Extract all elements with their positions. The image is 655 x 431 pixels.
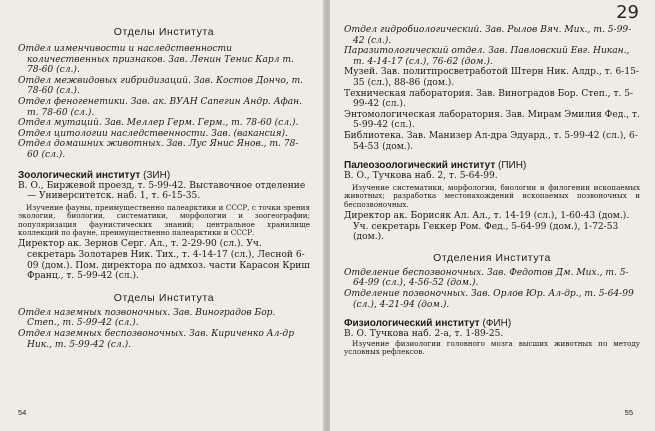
institute-abbr: (ФИН) <box>482 318 512 330</box>
institute-description: Изучение систематики, морфологии, биологии и филогении ископаемых животных; разработка местонахождений ископаемых позвоночных и беспозвоночных. <box>344 182 640 209</box>
institute-title <box>18 170 310 181</box>
institute-name: Физиологический институт <box>344 318 480 330</box>
institute-name: Палеозоологический институт <box>344 160 496 172</box>
page-number: 54 <box>18 408 27 417</box>
institute-description: Изучение физиологии головного мозга высших животных по методу условных рефлексов. <box>344 338 640 357</box>
department-entry: Отдел наземных позвоночных. Зав. Виноградов Бор. Степ., т. 5-99-42 (сл.). <box>18 307 276 329</box>
department-entry: Отдел мутаций. Зав. Меллер Герм. Герм., т. 78-60 (сл.). <box>18 118 299 129</box>
institute-title <box>344 318 640 329</box>
department-entry: Отдел наземных беспозвоночных. Зав. Кириченко Ал-др Ник., т. 5-99-42 (сл.). <box>18 328 295 350</box>
department-entry: Музей. Зав. политпросветработой Штерн Ник. Алдр., т. 6-15-35 (сл.), 88-86 (дом.). <box>344 67 639 88</box>
department-entry: Энтомологическая лаборатория. Зав. Мирам Эмилия Фед., т. 5-99-42 (сл.). <box>344 109 640 131</box>
institute-description: Изучение фауны, преимущественно палеарктики и СССР, с точки зрения экологии, биологии, систематики, морфологии и зоогеографии; популяризация фаунистических знаний; центральное хранилище коллекций по фауне, преимущественно палеарктики и СССР. <box>18 202 310 237</box>
institute-director: Директор ак. Борисяк Ал. Ал., т. 14-19 (сл.), 1-60-43 (дом.). Уч. секретарь Геккер Ром. Фед., 5-64-99 (дом.), 1-72-53 (дом.). <box>344 210 630 243</box>
section-heading: Отделы Института <box>113 26 215 38</box>
institute-address: В. О. Тучкова наб. 2-а, т. 1-89-25. <box>344 329 504 340</box>
department-entry: Отдел межвидовых гибридизаций. Зав. Костов Дончо, т. 78-60 (сл.). <box>18 75 304 97</box>
institute-address: В. О., Тучкова наб. 2, т. 5-64-99. <box>344 171 498 182</box>
institute-title <box>344 160 640 171</box>
page-number: 55 <box>624 408 633 417</box>
right-page-content <box>344 0 640 357</box>
department-entry: Отдел изменчивости и наследственности количественных признаков. Зав. Ленин Тенис Карл т. 78-60 (сл.). <box>18 44 294 76</box>
institute-abbr: (ЗИН) <box>143 169 171 181</box>
section-heading: Отделения Института <box>433 251 551 264</box>
handwritten-page-number: 29 <box>616 2 639 23</box>
left-page <box>0 0 325 431</box>
department-entry: Отдел домашних животных. Зав. Лус Янис Янов., т. 78-60 (сл.). <box>18 139 299 160</box>
institute-name: Зоологический институт <box>18 169 141 181</box>
department-entry: Отдел феногенетики. Зав. ак. ВУАН Сапегин Андр. Афан. т. 78-60 (сл.). <box>18 96 303 118</box>
department-entry: Отдел цитологии наследственности. Зав. (вакансия). <box>18 128 288 139</box>
institute-abbr: (ПИН) <box>498 160 527 172</box>
department-entry: Библиотека. Зав. Манизер Ал-дра Эдуард., т. 5-99-42 (сл.), 6-54-53 (дом.). <box>344 130 638 152</box>
department-entry: Паразитологический отдел. Зав. Павловский Евг. Никан., т. 4-14-17 (сл.), 76-62 (дом.). <box>344 46 630 67</box>
department-entry: Отделение беспозвоночных. Зав. Федотов Дм. Мих., т. 5-64-99 (сл.), 4-56-52 (дом.). <box>344 267 629 289</box>
department-entry: Техническая лаборатория. Зав. Виноградов Бор. Степ., т. 5-99-42 (сл.). <box>344 88 634 110</box>
right-page <box>330 0 655 431</box>
institute-address: В. О., Биржевой проезд, т. 5-99-42. Выставочное отделение — Университетск. наб. 1, т. 6-15-35. <box>18 180 306 202</box>
department-entry: Отделение позвоночных. Зав. Орлов Юр. Ал-др., т. 5-64-99 (сл.), 4-21-94 (дом.). <box>344 288 634 310</box>
left-page-content <box>18 0 310 350</box>
department-entry: Отдел гидробиологический. Зав. Рылов Вяч. Мих., т. 5-99-42 (сл.). <box>344 25 632 46</box>
institute-director: Директор ак. Зернов Серг. Ал., т. 2-29-90 (сл.). Уч. секретарь Золотарев Ник. Тих., т. 4-14-17 (сл.), Лесной 6-09 (дом.). Пом. директора по адмхоз. части Карасон Криш Франц., т. 5-99-42 (сл.). <box>18 239 310 282</box>
section-heading: Отделы Института <box>113 291 215 304</box>
